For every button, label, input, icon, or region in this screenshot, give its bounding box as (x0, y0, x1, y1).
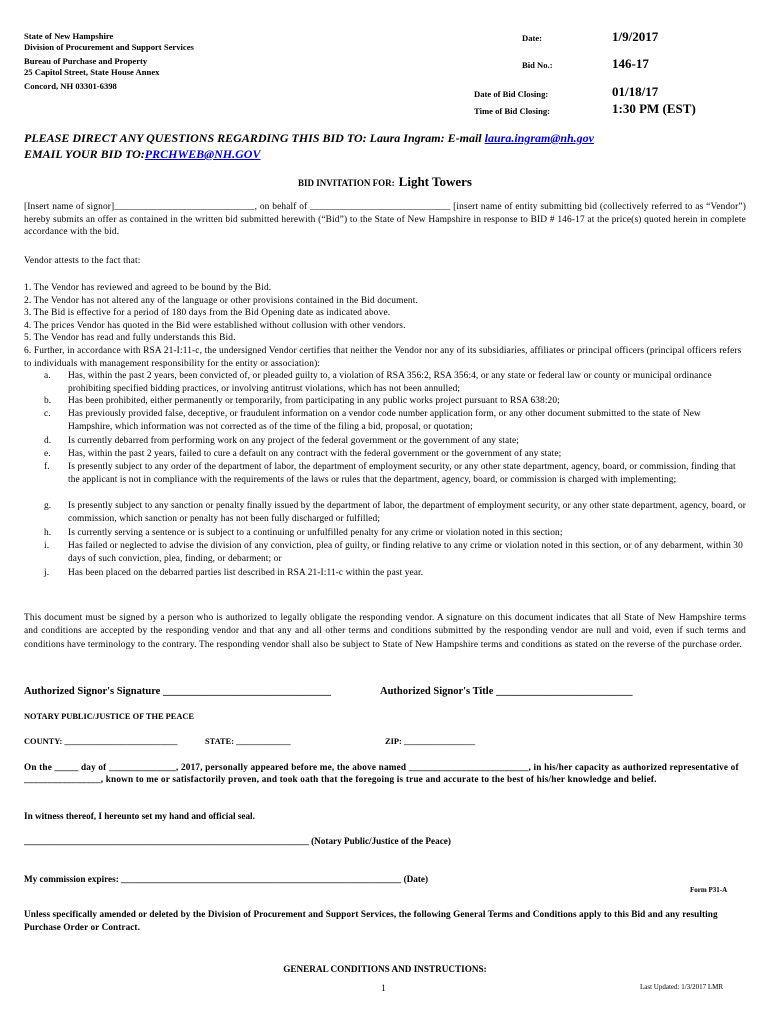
bid-invitation (0, 173, 770, 191)
questions-text: PLEASE DIRECT ANY QUESTIONS REGARDING THIS BID TO: Laura Ingram: E-mail (24, 131, 485, 145)
item-letter: f. (44, 462, 50, 472)
list-item (0, 408, 770, 435)
commission-expires-field[interactable]: My commission expires: _____________________________________________________________ (Date) (24, 874, 429, 884)
item-letter: g. (44, 501, 52, 511)
list-item: 6. Further, in accordance with RSA 21-I:11-c, the undersigned Vendor certifies that neither the Vendor nor any of its subsidiaries, affiliates or principal officers (principal officers refers to individuals with management responsibility for the entity or association): (24, 345, 742, 369)
closing-date-value: 01/18/17 (612, 84, 659, 99)
item-text: Has been prohibited, either permanently or temporarily, from participating in any public works project pursuant to RSA 638:20; (68, 396, 560, 406)
notary-signature-field[interactable]: ______________________________________________________________ (Notary Public/Justice of the Peace) (24, 836, 451, 846)
list-item: 4. The prices Vendor has quoted in the Bid were established without collusion with other vendors. (24, 320, 406, 331)
general-conditions-heading: GENERAL CONDITIONS AND INSTRUCTIONS: (283, 964, 487, 974)
header-division: Division of Procurement and Support Services (24, 42, 194, 52)
item-letter: a. (44, 371, 51, 381)
email-bid-label: EMAIL YOUR BID TO: (24, 147, 145, 161)
list-item (0, 461, 770, 500)
list-item: 5. The Vendor has read and fully understands this Bid. (24, 333, 236, 344)
header-address (24, 31, 194, 92)
state-field[interactable]: STATE: _____________ (205, 737, 291, 746)
signor-signature-field[interactable]: Authorized Signor's Signature ________________________________ (24, 686, 331, 697)
list-item (0, 567, 770, 580)
notary-oath-paragraph: On the _____ day of ______________, 2017, personally appeared before me, the above named _________________________, in his/her capacity as authorized representative of ________________, known to me or satisfactorily proven, and took oath that the foregoing is true and accurate to the best of his/her knowledge and belief. (24, 762, 739, 785)
email-bid-line (24, 146, 594, 162)
item-text: Has, within the past 2 years, been convicted of, or pleaded guilty to, a violation of RSA 356:2, RSA 356:4, or any state or federal law or county or municipal ordinance prohibiting specified bidding practices, or involving antitrust violations, which has not been annulled; (68, 371, 712, 394)
item-text: Is presently subject to any order of the department of labor, the department of employment security, or any other state department, agency, board, or commission, finding that the applicant is not in compliance with the requirements of the laws or rules that the department, agency, board, or commission is charged with implementing; (68, 462, 736, 485)
list-item (0, 527, 770, 540)
county-field[interactable]: COUNTY: ___________________________ (24, 737, 178, 746)
invitation-title: Light Towers (398, 174, 472, 189)
notary-heading: NOTARY PUBLIC/JUSTICE OF THE PEACE (24, 712, 195, 721)
closing-time-value: 1:30 PM (EST) (612, 101, 696, 116)
bid-number-label: Bid No.: (522, 60, 553, 70)
general-terms-paragraph: Unless specifically amended or deleted by the Division of Procurement and Support Services, the following General Terms and Conditions apply to this Bid and any resulting Purchase Order or Contract. (24, 909, 718, 932)
item-letter: d. (44, 436, 52, 446)
item-letter: i. (44, 541, 50, 551)
lettered-list (0, 370, 770, 580)
item-letter: j. (44, 568, 50, 578)
item-text: Is currently debarred from performing work on any project of the federal government or the government of any state; (68, 436, 519, 446)
numbered-list (24, 282, 746, 370)
witness-line: In witness thereof, I hereunto set my hand and official seal. (24, 811, 255, 821)
zip-field[interactable]: ZIP: _________________ (385, 737, 476, 746)
list-item: 3. The Bid is effective for a period of 180 days from the Bid Opening date as indicated above. (24, 308, 391, 319)
list-item (0, 448, 770, 461)
questions-line (24, 130, 594, 146)
date-label: Date: (522, 33, 543, 43)
item-letter: c. (44, 409, 51, 419)
item-text: Is presently subject to any sanction or penalty finally issued by the department of labor, the department of employment security, or any other state department, agency, board, or commission, which sanction or penalty has not been fully discharged or fulfilled; (68, 501, 746, 524)
header-state: State of New Hampshire (24, 31, 114, 41)
header-street: 25 Capitol Street, State House Annex (24, 67, 160, 77)
list-item (0, 395, 770, 408)
list-item: 2. The Vendor has not altered any of the language or other provisions contained in the Bid document. (24, 295, 418, 306)
signor-title-field[interactable]: Authorized Signor's Title __________________________ (380, 686, 633, 697)
list-item: 1. The Vendor has reviewed and agreed to be bound by the Bid. (24, 283, 272, 293)
list-item (0, 500, 770, 527)
item-letter: e. (44, 449, 51, 459)
header-bureau: Bureau of Purchase and Property (24, 56, 148, 66)
list-item (0, 540, 770, 567)
list-item (0, 370, 770, 395)
email-bid-link[interactable]: PRCHWEB@NH.GOV (144, 147, 261, 161)
closing-date-label: Date of Bid Closing: (474, 89, 549, 99)
page-number: 1 (381, 984, 386, 994)
questions-email-link[interactable]: laura.ingram@nh.gov (484, 131, 594, 145)
item-text: Has failed or neglected to advise the division of any conviction, plea of guilty, or finding relative to any crime or violation noted in this section, or of any debarment, within 30 days of such conviction, plea, finding, or debarment; or (68, 541, 743, 564)
intro-paragraph: [Insert name of signor]_____________________________, on behalf of _____________________________ [insert name of entity submitting bid (collectively referred to as “Vendor”) hereby submits an offer as contained in the written bid submitted herewith (“Bid”) to the State of New Hampshire in response to BID # 146-17 at the price(s) quoted herein in complete accordance with the bid. (24, 202, 746, 238)
item-text: Has been placed on the debarred parties list described in RSA 21-I:11-c within the past year. (68, 568, 424, 578)
signing-paragraph: This document must be signed by a person who is authorized to legally obligate the responding vendor. A signature on this document indicates that all State of New Hampshire terms and conditions are accepted by the responding vendor and that any and all other terms and conditions submitted by the responding vendor are null and void, even if such terms and conditions have terminology to the contrary. The responding vendor shall also be subject to State of New Hampshire terms and conditions as stated on the reverse of the purchase order. (24, 613, 746, 650)
closing-time-label: Time of Bid Closing: (474, 106, 551, 116)
item-text: Has previously provided false, deceptive, or fraudulent information on a vendor code number application form, or any other document submitted to the state of New Hampshire, which information was not corrected as of the time of the filing a bid, proposal, or quotation; (68, 409, 701, 432)
item-letter: h. (44, 528, 52, 538)
form-id: Form P31-A (690, 886, 728, 894)
questions-block (24, 130, 594, 162)
bid-number-value: 146-17 (612, 56, 649, 71)
list-item (0, 435, 770, 448)
header-city: Concord, NH 03301-6398 (24, 81, 117, 91)
invitation-label: BID INVITATION FOR: (297, 178, 395, 188)
item-letter: b. (44, 396, 52, 406)
item-text: Has, within the past 2 years, failed to cure a default on any contract with the federal government or the government of any state; (68, 449, 562, 459)
item-text: Is currently serving a sentence or is subject to a continuing or unfulfilled penalty for any crime or violation noted in this section; (68, 528, 563, 538)
attests-line: Vendor attests to the fact that: (24, 256, 141, 266)
last-updated: Last Updated: 1/3/2017 LMR (640, 983, 724, 991)
date-value: 1/9/2017 (612, 29, 659, 44)
